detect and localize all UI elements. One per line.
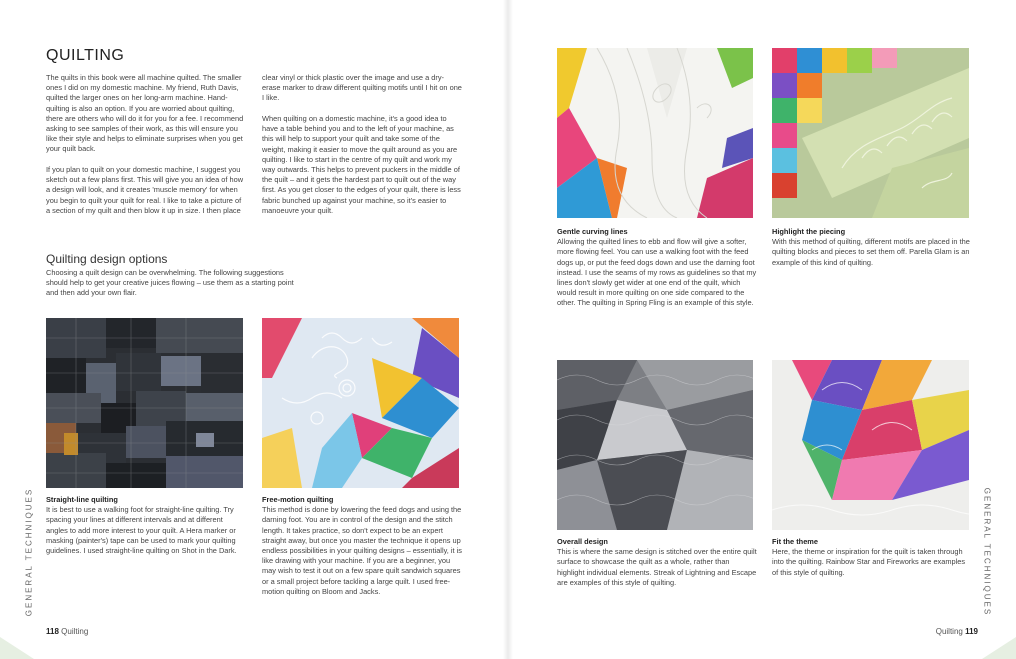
page-folio [936, 627, 978, 636]
photo-free-motion-quilting [262, 318, 459, 488]
section-subheading: Quilting design options [46, 252, 168, 266]
corner-tab [0, 637, 34, 659]
photo-straight-line-quilting [46, 318, 243, 488]
caption-title: Highlight the piecing [772, 227, 846, 236]
caption-body: Allowing the quilted lines to ebb and flow will give a softer, more flowing feel. You can use a walking foot with the feed dogs up, or put the feed dogs down and use the darning foot instead. I use the seams of my rows as guidelines so that my lines don't slowly get wider at one end of the quilt, which would result in more quilting on one side compared to the other. The quilting in Spring Fling is an example of this style. [557, 237, 757, 308]
side-tab-right: GENERAL TECHNIQUES [982, 487, 992, 617]
page-folio [46, 627, 88, 636]
photo-fit-the-theme [772, 360, 969, 530]
page-number: 119 [965, 627, 978, 636]
corner-tab [982, 637, 1016, 659]
caption-title: Gentle curving lines [557, 227, 628, 236]
caption-title: Straight-line quilting [46, 495, 118, 504]
caption-gentle-curving [557, 227, 757, 309]
caption-body: It is best to use a walking foot for straight-line quilting. Try spacing your lines at different intervals and at different angles to add more interest to your quilt. A Hera marker or masking (painter's) tape can be used to mark your quilting guidelines. I used straight-line quilting on Shot in the Dark. [46, 505, 237, 556]
photo-overall-design [557, 360, 753, 530]
caption-free-motion [262, 495, 462, 597]
caption-body: This method is done by lowering the feed dogs and using the darning foot. You are in control of the design and the stitch length. It takes practice, so don't expect to be an expert straight away, but once you master the technique it opens up endless possibilities in your quilting designs – essentially, it is like drawing with your machine. If you are a beginner, you may wish to test it out on a few spare quilt sandwich squares or a small project before tackling a large quilt. I used free-motion quilting on Bloom and Jacks. [262, 505, 462, 596]
intro-col2-p1: clear vinyl or thick plastic over the image and use a dry-erase marker to draw different quilting motifs until I hit on one I like. [262, 73, 462, 103]
caption-body: Here, the theme or inspiration for the quilt is taken through into the quilting. Rainbow Star and Fireworks are examples of this style of quilting. [772, 547, 966, 577]
folio-label: Quilting [935, 627, 963, 636]
caption-highlight-piecing [772, 227, 972, 268]
caption-body: This is where the same design is stitched over the entire quilt surface to showcase the quilt as a whole, rather than highlight individual elements. Streak of Lightning and Escape are examples of this style of quilting. [557, 547, 757, 587]
caption-overall-design [557, 537, 757, 588]
caption-body: With this method of quilting, different motifs are placed in the quilting blocks and pieces to set them off. Parella Glam is an example of this kind of quilting. [772, 237, 970, 267]
side-tab-left: GENERAL TECHNIQUES [24, 487, 34, 617]
page-gutter [503, 0, 513, 659]
page-number: 118 [46, 627, 59, 636]
caption-fit-the-theme [772, 537, 972, 578]
folio-label: Quilting [61, 627, 89, 636]
caption-straight-line [46, 495, 246, 556]
section-intro: Choosing a quilt design can be overwhelming. The following suggestions should help to get your creative juices flowing – use them as a starting point and then add your own flair. [46, 268, 294, 298]
intro-col1-p2: If you plan to quilt on your domestic machine, I suggest you sketch out a few plans first. This will give you an idea of how a design will look, and it creates 'muscle memory' for when you begin to quilt your quilt for real. I like to take a picture of a section of my quilt and then blow it up in size. I then place [46, 165, 244, 215]
page-title: QUILTING [46, 47, 125, 64]
photo-gentle-curving-lines [557, 48, 753, 218]
intro-col2-p2: When quilting on a domestic machine, it's a good idea to have a table behind you and to the left of your machine, as this will help to support your quilt and take some of the weight, making it easier to move the quilt around as you are quilting. I like to start in the centre of my quilt and work my way outwards. This helps to prevent puckers in the middle of the quilt – and it gets the hardest part to quilt out of the way first. As you get closer to the edges of your quilt, there is less fabric bunched up against your machine, so it's easier to manoeuvre your quilt. [262, 114, 461, 215]
caption-title: Free-motion quilting [262, 495, 334, 504]
caption-title: Overall design [557, 537, 608, 546]
right-page [508, 0, 1016, 659]
caption-title: Fit the theme [772, 537, 818, 546]
intro-col1-p1: The quilts in this book were all machine quilted. The smaller ones I did on my domestic machine. My friend, Ruth Davis, quilted the larger ones on her long-arm machine. Hand-quilting is also an option. If you are worried about quilting, there are others who will do it for you for a fee. I recommend asking to see samples of their work, as this will ensure you like their style and helps to eliminate surprises when you get your quilt back. [46, 73, 244, 154]
photo-highlight-piecing [772, 48, 969, 218]
